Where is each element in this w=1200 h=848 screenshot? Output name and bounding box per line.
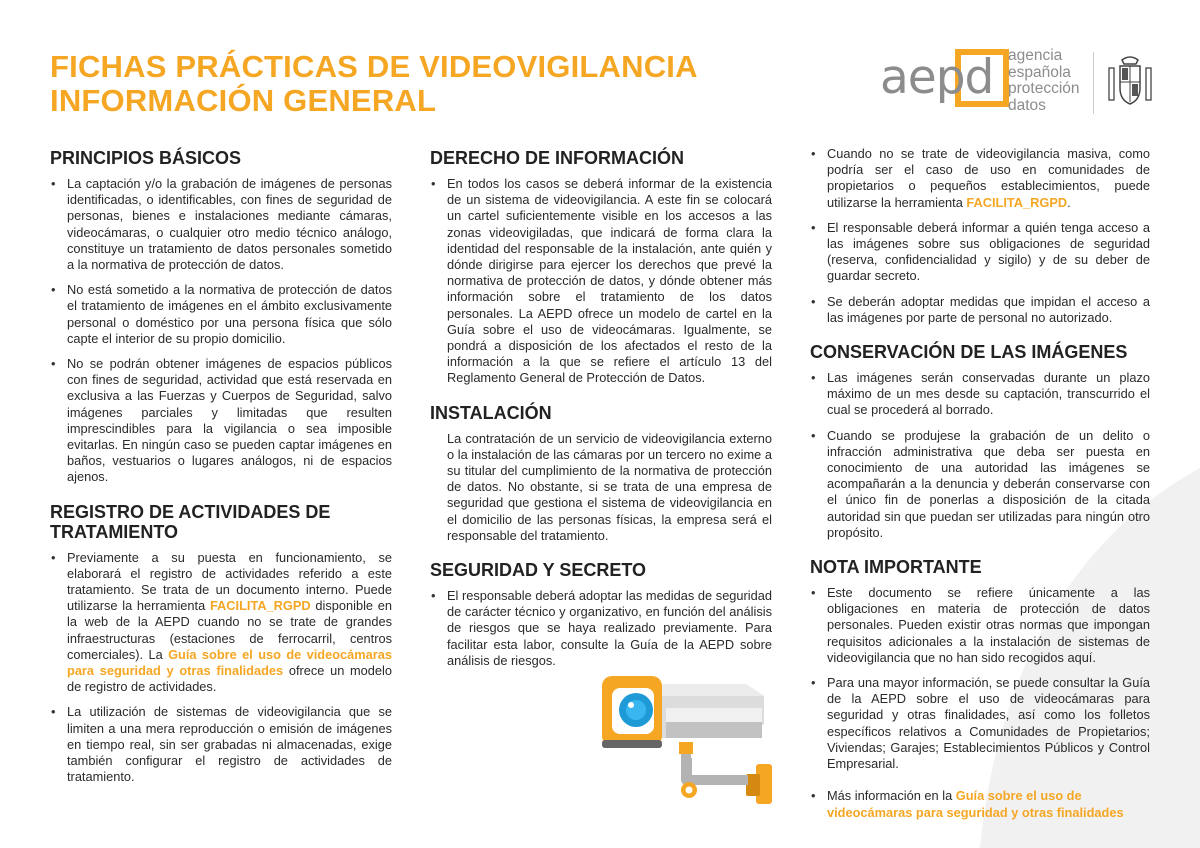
conservacion-list	[810, 370, 1150, 541]
list-item: • No está sometido a la normativa de protección de datos el tratamiento de imágenes en el ámbito exclusivamente personal o doméstico por una persona física que sólo capte el interior de su propio domicilio.	[50, 282, 392, 347]
section-instalacion	[430, 403, 772, 544]
column-3	[810, 146, 1150, 837]
list-item: • No se podrán obtener imágenes de espacios públicos con fines de seguridad, actividad que está reservada en exclusiva a las Fuerzas y Cuerpos de Seguridad, salvo imágenes parciales y limitadas que resulten imprescindibles para la vigilancia o sea imposible evitarlas. En ningún caso se pueden captar imágenes en baños, vestuarios o lugares análogos, ni de espacios ajenos.	[50, 356, 392, 486]
text-run: Cuando no se trate de videovigilancia masiva, como podría ser el caso de uso en comunidades de propietarios o pequeños establecimientos, puede utilizarse la herramienta	[827, 146, 1150, 210]
section-title: PRINCIPIOS BÁSICOS	[50, 148, 242, 168]
logo-divider	[1093, 52, 1094, 114]
section-title: REGISTRO DE ACTIVIDADES DE TRATAMIENTO	[50, 501, 331, 542]
section-seguridad-cont	[810, 146, 1150, 326]
section-title: SEGURIDAD Y SECRETO	[430, 560, 647, 581]
list-item	[50, 550, 392, 696]
section-conservacion	[810, 342, 1150, 541]
list-item: • Se deberán adoptar medidas que impidan el acceso a las imágenes por parte de personal no autorizado.	[810, 294, 1150, 326]
instalacion-paragraph: La contratación de un servicio de videovigilancia externo o la instalación de las cámaras por un tercero no exime a su titular del cumplimiento de la normativa de protección de datos. No obstante, si se trata de una empresa de seguridad que gestiona el sistema de videovigilancia en el domicilio de las personas físicas, la empresa será el responsable del tratamiento.	[447, 430, 772, 543]
seguridad-list	[430, 588, 772, 669]
derecho-list	[430, 176, 772, 387]
guia-videocamaras-link[interactable]: Guía sobre el uso de videocámaras para seguridad y otras finalidades	[67, 646, 393, 679]
agency-line: datos	[1008, 96, 1046, 114]
list-item: • La utilización de sistemas de videovigilancia que se limiten a una mera reproducción o emisión de imágenes en tiempo real, sin ser grabadas ni almacenadas, exige también configurar el registro de actividades de tratamiento.	[50, 704, 392, 785]
aepd-logo-text: aepd	[880, 50, 994, 105]
list-item: • En todos los casos se deberá informar de la existencia de un sistema de videovigilancia. A este fin se colocará un cartel suficientemente visible en los accesos a las zonas videovigiladas, que indicará de forma clara la identidad del responsable de la instalación, ante quién y dónde dirigirse para ejercer los derechos que prevé la normativa de protección de datos, y dónde obtener más información sobre el tratamiento de los datos personales. La AEPD ofrece un modelo de cartel en la Guía sobre el uso de videocámaras. Igualmente, se pondrá a disposición de los afectados el resto de la información a la que se refiere el artículo 13 del Reglamento General de Protección de Datos.	[430, 176, 772, 387]
list-item: • Para una mayor información, se puede consultar la Guía de la AEPD sobre el uso de videocámaras para seguridad y otras finalidades, así como los folletos específicos relativos a Comunidades de Propietarios; Viviendas; Garajes; Establecimientos Públicos y Control Empresarial.	[810, 675, 1150, 772]
text-run: Previamente a su puesta en funcionamiento, se elaborará el registro de actividades referido a este tratamiento. Se trata de un documento interno. Puede utilizarse la herramienta	[67, 549, 392, 614]
section-nota	[810, 557, 1150, 821]
nota-list	[810, 585, 1150, 821]
section-title: CONSERVACIÓN DE LAS IMÁGENES	[810, 342, 1128, 363]
text-run: Más información en la	[827, 788, 956, 804]
text-run: .	[1067, 194, 1071, 210]
section-title: INSTALACIÓN	[430, 402, 552, 423]
agency-line: española	[1008, 63, 1071, 81]
text-run: disponible en la web de la AEPD cuando no se trate de grandes infraestructuras (estaciones de ferrocarril, centros comerciales). La	[67, 598, 392, 662]
title-line-2: INFORMACIÓN GENERAL	[50, 83, 437, 118]
section-title: NOTA IMPORTANTE	[810, 557, 982, 578]
agency-name	[1008, 48, 1080, 114]
section-derecho	[430, 148, 772, 387]
agency-line: agencia	[1008, 47, 1063, 64]
list-item: • Las imágenes serán conservadas durante un plazo máximo de un mes desde su captación, transcurrido el cual se procederá al borrado.	[810, 370, 1150, 419]
seguridad-cont-list	[810, 146, 1150, 326]
column-1	[50, 148, 392, 802]
text-run: ofrece un modelo de registro de actividades.	[67, 663, 392, 695]
section-seguridad	[430, 560, 772, 669]
section-title: DERECHO DE INFORMACIÓN	[430, 148, 685, 168]
section-registro	[50, 502, 392, 786]
page-title	[50, 50, 698, 118]
registro-list	[50, 550, 392, 786]
guia-videocamaras-link[interactable]: Guía sobre el uso de videocámaras para seguridad y otras finalidades	[827, 788, 1124, 820]
facilita-rgpd-link[interactable]: FACILITA_RGPD	[966, 194, 1068, 210]
list-item: • Cuando se produjese la grabación de un delito o infracción administrativa que deba ser puesta en conocimiento de una autoridad las imágenes se acompañarán a la denuncia y deberán conservarse con el único fin de ponerlas a disposición de la citada autoridad sin que puedan ser utilizadas para ningún otro propósito.	[810, 428, 1150, 541]
facilita-rgpd-link[interactable]: FACILITA_RGPD	[209, 598, 311, 614]
coat-of-arms-icon	[1100, 52, 1160, 112]
agency-line: protección	[1008, 80, 1080, 97]
list-item: • Este documento se refiere únicamente a las obligaciones en materia de protección de datos personales. Pueden existir otras normas que impongan requisitos adicionales a la instalación de sistemas de videovigilancia que no han sido recogidos aquí.	[810, 585, 1150, 666]
list-item	[810, 146, 1150, 211]
section-principios	[50, 148, 392, 486]
security-camera-icon	[596, 668, 806, 818]
title-line-1: FICHAS PRÁCTICAS DE VIDEOVIGILANCIA	[50, 49, 698, 84]
list-item: • El responsable deberá adoptar las medidas de seguridad de carácter técnico y organizativo, en función del análisis de riesgos que se haya realizado previamente. Para facilitar esta labor, consulte la Guía de la AEPD sobre análisis de riesgos.	[430, 588, 772, 669]
column-2	[430, 148, 772, 685]
list-item: • El responsable deberá informar a quién tenga acceso a las imágenes sobre sus obligaciones de seguridad (reserva, confidencialidad y sigilo) y de su deber de guardar secreto.	[810, 220, 1150, 285]
list-item: • La captación y/o la grabación de imágenes de personas identificadas, o identificables, con fines de seguridad de personas, bienes e instalaciones mediante cámaras, videocámaras, o cualquier otro medio técnico análogo, constituye un tratamiento de datos personales sometido a la normativa de protección de datos.	[50, 176, 392, 273]
principios-list	[50, 176, 392, 486]
list-item	[810, 788, 1150, 820]
